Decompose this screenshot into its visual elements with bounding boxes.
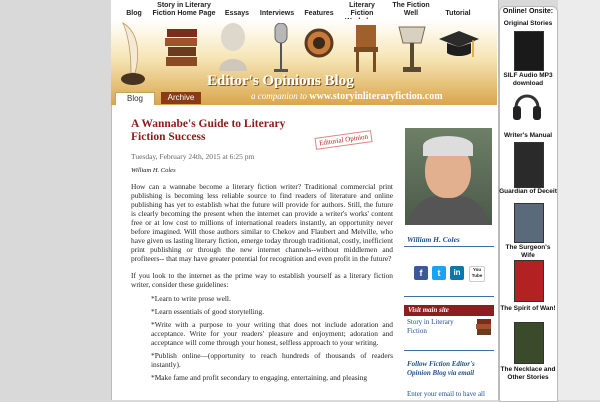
nav-essays[interactable]: Essays [224, 10, 250, 17]
email-prompt: Enter your email to have all [407, 390, 485, 398]
necklace-label[interactable]: The Necklace and Other Stories [500, 366, 556, 381]
chair-icon [353, 25, 379, 73]
linkedin-icon[interactable]: in [450, 266, 464, 280]
shirt-shape [409, 196, 488, 225]
magnifier-icon [303, 27, 339, 63]
post-author: William H. Coles [131, 167, 176, 174]
list-item: *Make fame and profit secondary to engaging, entertaining, and pleasing [151, 373, 368, 382]
follow-blog-heading: Follow Fiction Editor's Opinion Blog via email [407, 360, 475, 377]
page-scroll-area [558, 0, 600, 400]
books-icon [165, 25, 199, 73]
spirit-of-wan-label[interactable]: The Spirit of Wan! [500, 305, 556, 312]
facebook-icon[interactable]: f [414, 266, 428, 280]
book-cover[interactable] [514, 260, 544, 302]
companion-tagline [251, 91, 443, 102]
divider [404, 296, 494, 297]
guideline-list [131, 294, 393, 382]
author-photo [405, 128, 492, 225]
books-icon [476, 318, 492, 336]
nav-interviews[interactable]: Interviews [259, 10, 295, 17]
nav-tutorial[interactable]: Tutorial [445, 10, 471, 17]
story-in-literary-fiction-link[interactable]: Story in Literary Fiction [407, 318, 454, 335]
nav-fiction-well[interactable]: The Fiction Well [392, 2, 430, 17]
silf-audio-label[interactable]: SILF Audio MP3 download [503, 72, 553, 87]
book-cover[interactable] [514, 31, 544, 71]
top-nav [111, 0, 497, 19]
nav-blog[interactable]: Blog [126, 10, 142, 17]
book-cover[interactable] [514, 203, 544, 243]
list-item: *Learn to write prose well. [151, 294, 231, 303]
nav-workshop[interactable]: Literary Fiction [349, 2, 375, 17]
post-paragraph: If you look to the internet as the prime way to establish yourself as a literary fiction writer, consider these guidelines: [131, 271, 393, 289]
tab-blog[interactable]: Blog [115, 92, 155, 105]
author-name[interactable]: William H. Coles [407, 235, 460, 244]
twitter-icon[interactable]: t [432, 266, 446, 280]
visit-main-site-heading: Visit main site [404, 305, 494, 316]
writers-manual-label[interactable]: Writer's Manual [503, 132, 553, 139]
microphone-icon [271, 23, 291, 75]
post-content [131, 118, 393, 386]
guardian-of-deceit-label[interactable]: Guardian of Deceit [499, 188, 557, 195]
list-item: *Learn essentials of good storytelling. [151, 307, 265, 316]
quill-icon [117, 21, 147, 89]
nav-features[interactable]: Features [304, 10, 334, 17]
post-title[interactable]: A Wannabe's Guide to Literary Fiction Success [131, 118, 286, 143]
list-item: *Write with a purpose to your writing that does not include adoration and acceptance. Write for your readers' pleasure and enjoyment; adoration and acceptance will come through your honest, selfless approach to your writing. [151, 320, 393, 347]
blog-title: Editor's Opinions Blog [207, 73, 354, 89]
bust-icon [215, 21, 251, 73]
graduation-cap-icon [437, 29, 481, 69]
hair-shape [423, 136, 473, 156]
online-onsite-heading: Online! Onsite: [502, 8, 554, 15]
divider [404, 246, 494, 247]
list-item: *Publish online—(opportunity to reach hundreds of thousands of readers instantly). [151, 351, 393, 369]
original-stories-label[interactable]: Original Stories [503, 20, 553, 27]
headphones-icon[interactable] [512, 88, 542, 126]
divider [404, 350, 494, 351]
tab-archive[interactable]: Archive [161, 92, 201, 104]
category-label[interactable]: Editorial Opinion [314, 130, 372, 150]
nav-home[interactable]: Story in Literary Fiction Home Page [152, 2, 216, 17]
lamp-icon [395, 25, 429, 75]
post-date: Tuesday, February 24th, 2015 at 6:25 pm [131, 152, 255, 161]
companion-prefix: a companion to [251, 91, 307, 101]
companion-site-link[interactable]: www.storyinliteraryfiction.com [309, 91, 443, 102]
book-cover[interactable] [514, 322, 544, 364]
youtube-icon[interactable]: You Tube [469, 266, 485, 282]
surgeons-wife-label[interactable]: The Surgeon's Wife [505, 244, 551, 259]
book-cover[interactable] [514, 142, 544, 188]
post-paragraph: How can a wannabe become a literary fiction writer? Traditional commercial print publishing is becoming less reliable source to find readers of literature and online publishing has yet to establish what the future will provide for authors. Still, the future is clearly becoming the present when the internet can provide a writer's works' content free or at low cost to millions of international readers instantly, an opportunity never before imagined. Will those authors similar to Chekov and Flaubert and Melville, who have given us lasting literary fiction, emerge today through traditional, costly, inefficient print publishing or through the new internet channels--without middlemen and profiteers-- that may have greater potential for recognition and even profit in the future? [131, 182, 393, 263]
